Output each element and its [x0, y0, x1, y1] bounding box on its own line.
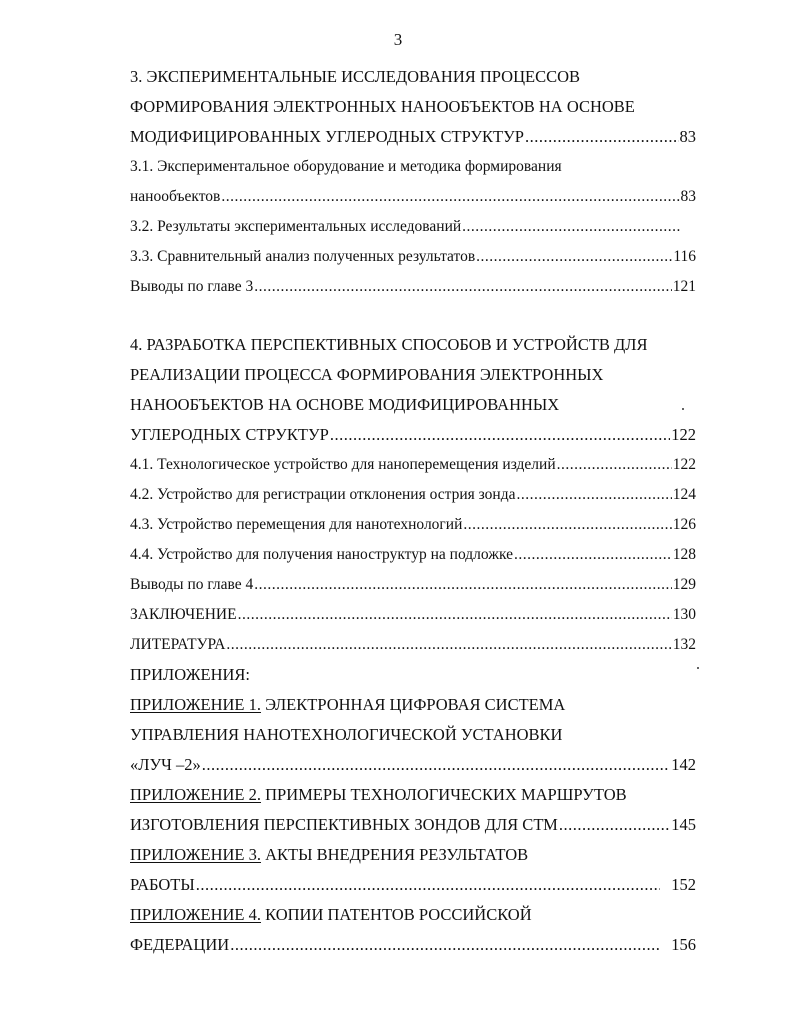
- toc-entry-text: нанообъектов: [130, 188, 221, 205]
- toc-entry: [130, 242, 696, 272]
- toc-entry-text: 4.2. Устройство для регистрации отклонения острия зонда: [130, 486, 516, 503]
- chapter3-title-line: [130, 62, 696, 92]
- toc-entry: [130, 182, 696, 212]
- toc-entry: [130, 212, 696, 242]
- scan-speck: [682, 408, 684, 410]
- appendix-entry: [130, 690, 696, 720]
- toc-entry-text: 3.1. Экспериментальное оборудование и методика формирования: [130, 158, 562, 175]
- toc-page-number: 132: [672, 636, 696, 653]
- leader-dots: [559, 810, 670, 840]
- appendix-title: ИЗГОТОВЛЕНИЯ ПЕРСПЕКТИВНЫХ ЗОНДОВ ДЛЯ СТМ: [130, 815, 558, 834]
- appendix-entry: [130, 720, 696, 750]
- toc-entry-text: Выводы по главе 4: [130, 576, 254, 593]
- appendix-title: КОПИИ ПАТЕНТОВ РОССИЙСКОЙ: [260, 905, 532, 924]
- toc-entry-text: 3.2. Результаты экспериментальных исследований: [130, 218, 462, 235]
- leader-dots: [557, 450, 672, 480]
- leader-dots: [254, 272, 671, 302]
- leader-dots: [462, 212, 680, 242]
- leader-dots: [238, 600, 672, 630]
- appendix-label: ПРИЛОЖЕНИЕ 2.: [130, 785, 261, 804]
- leader-dots: [221, 182, 679, 212]
- toc-page-number: 129: [672, 576, 696, 593]
- appendices-heading: [130, 660, 696, 690]
- appendix-title: АКТЫ ВНЕДРЕНИЯ РЕЗУЛЬТАТОВ: [260, 845, 529, 864]
- chapter4-title-text: НАНООБЪЕКТОВ НА ОСНОВЕ МОДИФИЦИРОВАННЫХ: [130, 395, 560, 414]
- toc-page-number: 126: [672, 516, 696, 533]
- appendix-entry: [130, 840, 696, 870]
- toc-entry: [130, 630, 696, 660]
- toc-page-number: 83: [680, 188, 696, 205]
- toc-page-number: 142: [671, 755, 696, 774]
- leader-dots: [516, 480, 671, 510]
- leader-dots: [463, 510, 671, 540]
- chapter4-title-text: РЕАЛИЗАЦИИ ПРОЦЕССА ФОРМИРОВАНИЯ ЭЛЕКТРОННЫХ: [130, 365, 604, 384]
- chapter3-title-line: [130, 122, 696, 152]
- toc-entry: [130, 152, 696, 182]
- chapter4-title-text: 4. РАЗРАБОТКА ПЕРСПЕКТИВНЫХ СПОСОБОВ И УСТРОЙСТВ ДЛЯ: [130, 335, 648, 354]
- appendix-line: [130, 690, 565, 720]
- toc-entry-text: 4.3. Устройство перемещения для нанотехнологий: [130, 516, 463, 533]
- chapter3-title-line: [130, 92, 696, 122]
- chapter4-title-line: [130, 360, 696, 390]
- leader-dots: [254, 570, 671, 600]
- appendix-entry: [130, 780, 696, 810]
- appendix-entry: [130, 900, 696, 930]
- toc-entry: [130, 540, 696, 570]
- appendix-entry: [130, 810, 696, 840]
- appendix-entry: [130, 750, 696, 780]
- appendix-label: ПРИЛОЖЕНИЕ 3.: [130, 845, 261, 864]
- leader-dots: [514, 540, 672, 570]
- toc-page-number: 116: [673, 248, 696, 265]
- leader-dots: [476, 242, 672, 272]
- toc-entry-text: 4.1. Технологическое устройство для наноперемещения изделий: [130, 456, 556, 473]
- toc-entry: [130, 272, 696, 302]
- toc-page-number: 124: [672, 486, 696, 503]
- leader-dots: [330, 420, 670, 450]
- chapter4-title-text: УГЛЕРОДНЫХ СТРУКТУР: [130, 425, 329, 444]
- appendix-entry: [130, 930, 696, 960]
- section-gap: [130, 302, 696, 330]
- toc-entry: [130, 570, 696, 600]
- leader-dots: [525, 122, 679, 152]
- toc-page-number: 83: [679, 127, 696, 146]
- toc-entry: [130, 450, 696, 480]
- chapter4-title-line: [130, 330, 696, 360]
- appendix-label: ПРИЛОЖЕНИЕ 4.: [130, 905, 261, 924]
- appendix-title: «ЛУЧ –2»: [130, 755, 201, 774]
- chapter4-title-line: [130, 420, 696, 450]
- appendix-title: ЭЛЕКТРОННАЯ ЦИФРОВАЯ СИСТЕМА: [260, 695, 566, 714]
- toc-page-number: 128: [672, 546, 696, 563]
- appendix-label: ПРИЛОЖЕНИЕ 1.: [130, 695, 261, 714]
- page-number: 3: [393, 30, 403, 49]
- appendices-heading-text: ПРИЛОЖЕНИЯ:: [130, 665, 250, 684]
- toc-entry-text: Выводы по главе 3: [130, 278, 254, 295]
- toc-page-number: 145: [671, 815, 696, 834]
- appendix-title: РАБОТЫ: [130, 875, 195, 894]
- toc-page-number: 152: [671, 875, 696, 894]
- leader-dots: [196, 870, 661, 900]
- toc-entry-text: ЗАКЛЮЧЕНИЕ: [130, 606, 237, 623]
- appendix-line: [130, 840, 528, 870]
- appendix-line: [130, 780, 627, 810]
- chapter3-title-text: МОДИФИЦИРОВАННЫХ УГЛЕРОДНЫХ СТРУКТУР: [130, 127, 524, 146]
- leader-dots: [202, 750, 671, 780]
- toc-entry-text: 4.4. Устройство для получения наноструктур на подложке: [130, 546, 513, 563]
- appendix-title: ФЕДЕРАЦИИ: [130, 935, 230, 954]
- toc-entry: [130, 600, 696, 630]
- toc-page-number: 156: [671, 935, 696, 954]
- appendix-title: УПРАВЛЕНИЯ НАНОТЕХНОЛОГИЧЕСКОЙ УСТАНОВКИ: [130, 725, 563, 744]
- toc-entry-text: 3.3. Сравнительный анализ полученных результатов: [130, 248, 476, 265]
- chapter3-title-text: ФОРМИРОВАНИЯ ЭЛЕКТРОННЫХ НАНООБЪЕКТОВ НА ОСНОВЕ: [130, 97, 635, 116]
- appendix-entry: [130, 870, 696, 900]
- toc-entry: [130, 510, 696, 540]
- appendix-title: ПРИМЕРЫ ТЕХНОЛОГИЧЕСКИХ МАРШРУТОВ: [260, 785, 627, 804]
- toc-page-number: 121: [672, 278, 696, 295]
- chapter3-title-text: 3. ЭКСПЕРИМЕНТАЛЬНЫЕ ИССЛЕДОВАНИЯ ПРОЦЕССОВ: [130, 67, 581, 86]
- toc-entry: [130, 480, 696, 510]
- leader-dots: [230, 930, 660, 960]
- toc-entry-text: ЛИТЕРАТУРА: [130, 636, 226, 653]
- toc-page-number: 122: [672, 456, 696, 473]
- toc-page-number: 122: [671, 425, 696, 444]
- table-of-contents: [130, 62, 696, 960]
- leader-dots: [226, 630, 671, 660]
- toc-page-number: 130: [672, 606, 696, 623]
- scan-speck: [697, 667, 699, 669]
- appendix-line: [130, 900, 532, 930]
- chapter4-title-line: [130, 390, 696, 420]
